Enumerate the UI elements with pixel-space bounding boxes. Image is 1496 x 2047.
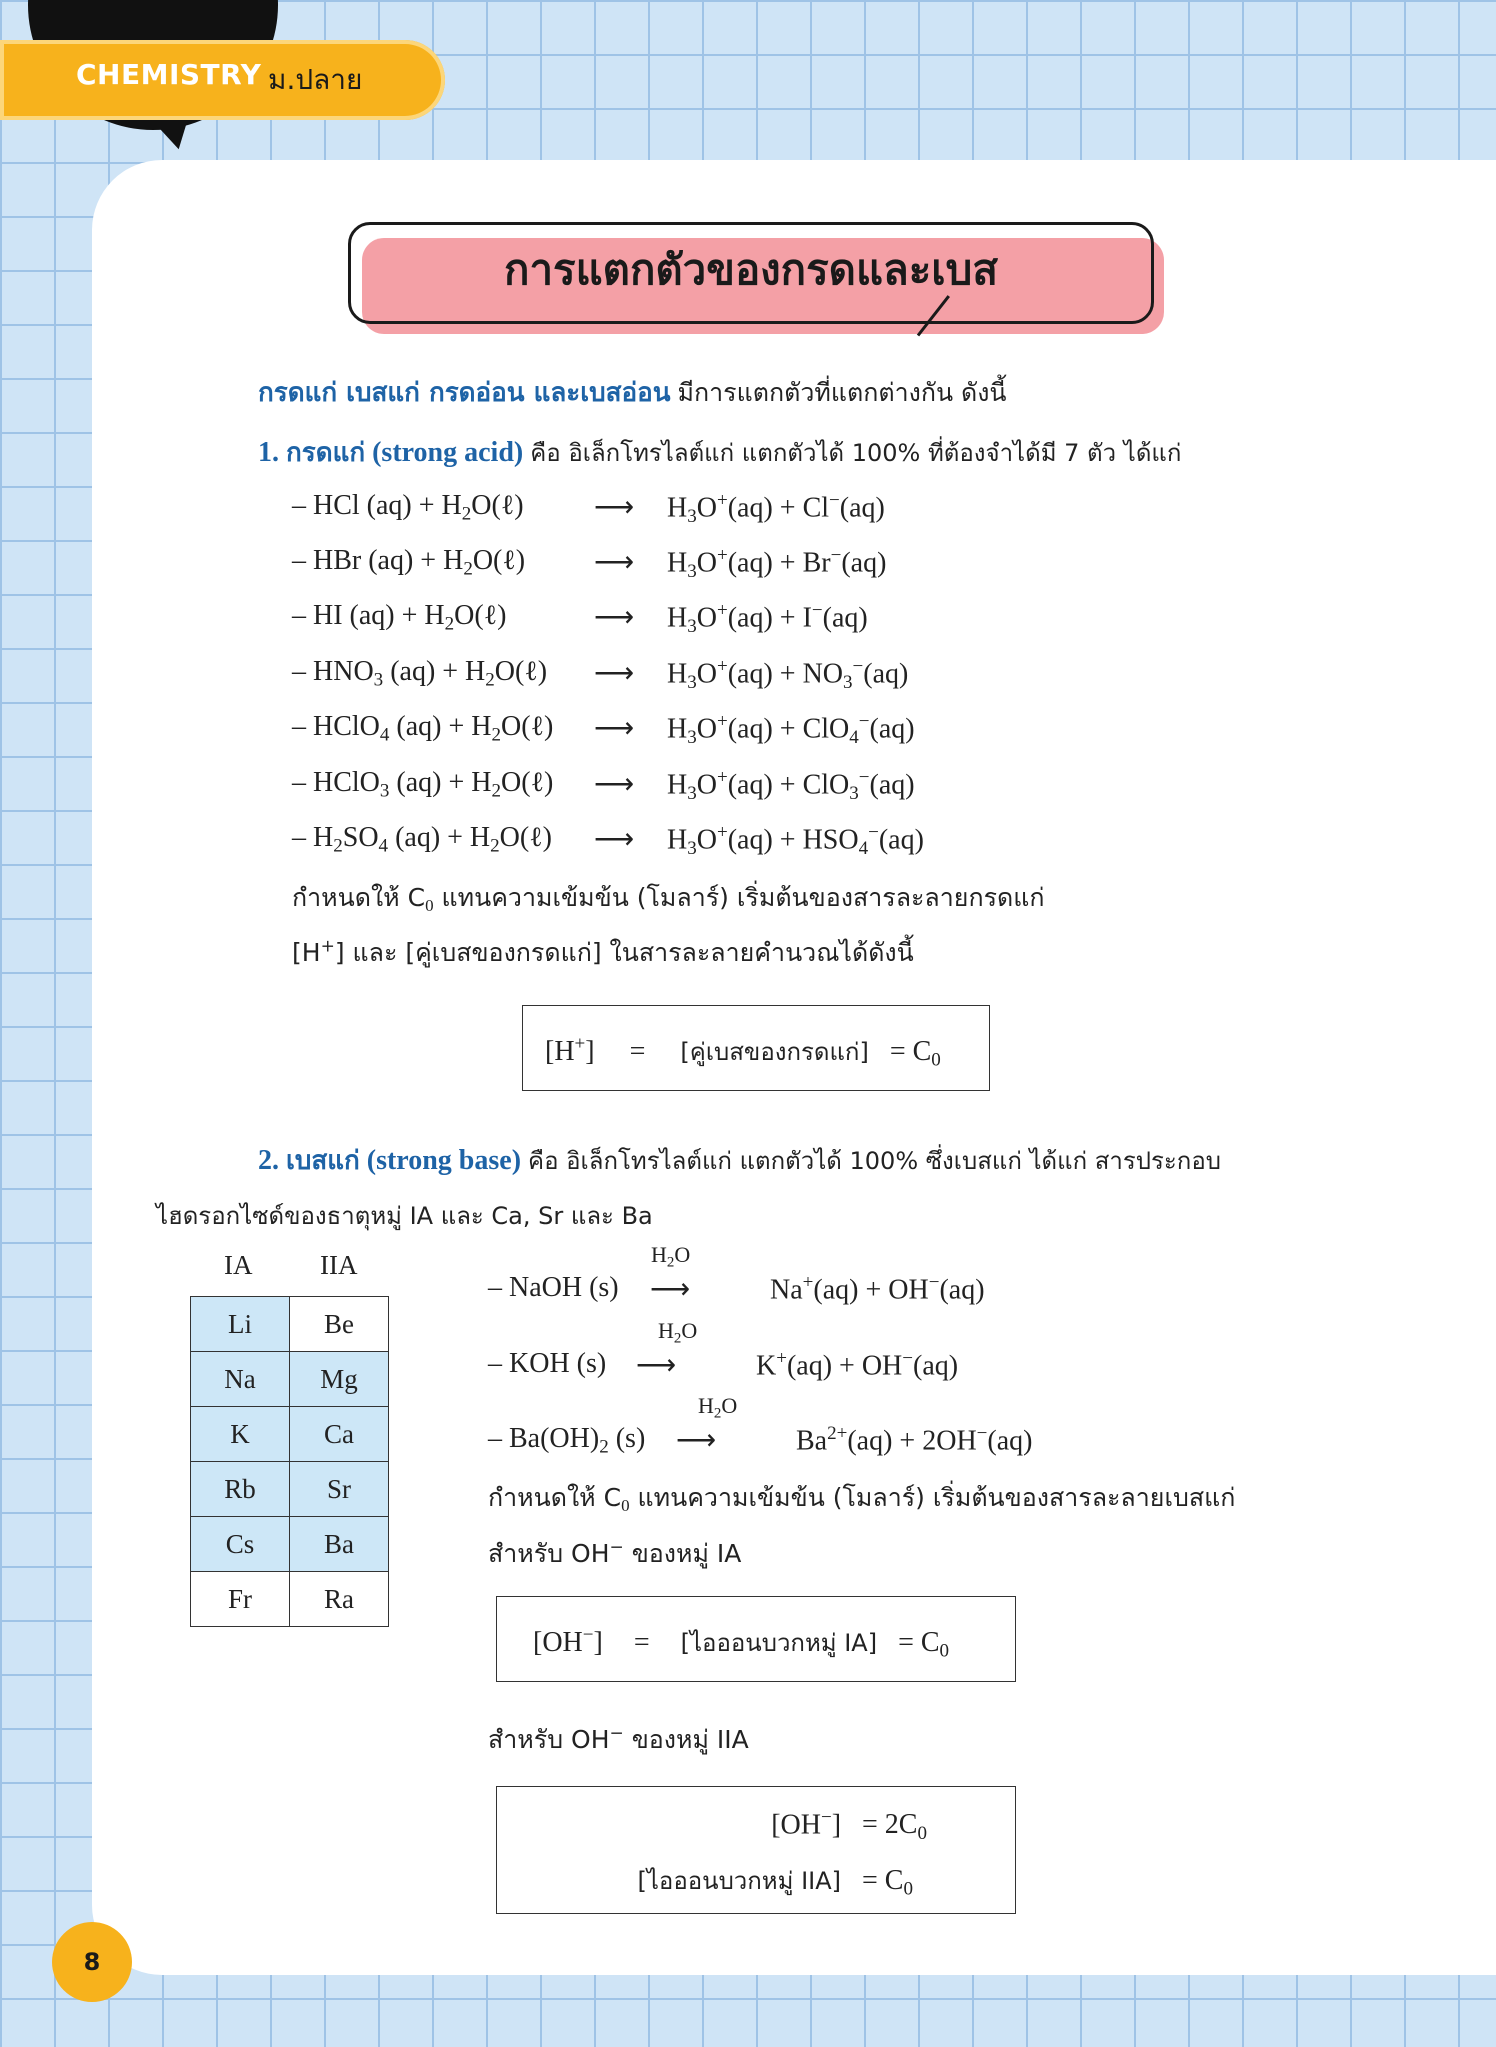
box-right: = 2C — [862, 1809, 918, 1841]
note-text: กำหนดให้ C — [488, 1483, 622, 1512]
box-left: [OH — [533, 1627, 583, 1658]
table-header-ia: IA — [224, 1250, 253, 1280]
strong-base-heading — [258, 1140, 1221, 1181]
table-cell: K — [191, 1407, 290, 1462]
for-ia-line: สำหรับ OH− ของหมู่ IA — [488, 1537, 742, 1568]
strong-base-english: (strong base) — [366, 1145, 522, 1176]
box-middle: [คู่เบสของกรดแก่] — [680, 1038, 869, 1066]
section-number: 1. — [258, 437, 279, 468]
table-cell: Be — [290, 1297, 389, 1352]
level-label: ม.ปลาย — [268, 63, 363, 96]
strong-acid-heading — [258, 432, 1181, 473]
strong-base-desc2: ไฮดรอกไซด์ของธาตุหมู่ IA และ Ca, Sr และ Ba — [156, 1202, 653, 1230]
note-text: กำหนดให้ C — [292, 883, 426, 912]
strong-base-note1: กำหนดให้ $C_0$ แทนความเข้มข้น (โมลาร์) เริ่มต้นของสารละลายเบสแก่ — [488, 1483, 1236, 1516]
table-cell: Ra — [290, 1572, 389, 1627]
acid-formula-box: [H+] = [คู่เบสของกรดแก่] = $C_0$ — [522, 1005, 990, 1091]
box-middle: [ไอออนบวกหมู่ IA] — [680, 1629, 878, 1657]
table-header-iia: IIA — [320, 1250, 358, 1280]
page-title: การแตกตัวของกรดและเบส — [504, 245, 998, 294]
for-iia-text: สำหรับ OH — [488, 1725, 610, 1754]
note2-start: [H — [292, 938, 321, 967]
base-iia-formula-box — [496, 1786, 1016, 1914]
strong-base-term: เบสแก่ — [286, 1146, 360, 1176]
box-left: [OH — [771, 1809, 821, 1841]
note-text-rest: แทนความเข้มข้น (โมลาร์) เริ่มต้นของสารละลายกรดแก่ — [433, 883, 1045, 912]
table-cell: Ca — [290, 1407, 389, 1462]
box-left: [H — [545, 1036, 575, 1067]
table-cell: Na — [191, 1352, 290, 1407]
subject-label: CHEMISTRY — [76, 58, 262, 91]
box-right: = C — [889, 1036, 932, 1067]
strong-acid-note1: กำหนดให้ $C_0$ แทนความเข้มข้น (โมลาร์) เริ่มต้นของสารละลายกรดแก่ — [292, 883, 1045, 916]
intro-line — [258, 372, 1007, 413]
box-eq: = — [633, 1627, 650, 1658]
group-table — [190, 1296, 389, 1627]
table-cell: Ba — [290, 1517, 389, 1572]
note-text-rest: แทนความเข้มข้น (โมลาร์) เริ่มต้นของสารละลายเบสแก่ — [629, 1483, 1236, 1512]
for-iia-line: สำหรับ OH− ของหมู่ IIA — [488, 1723, 749, 1754]
for-ia-rest: ของหมู่ IA — [623, 1539, 742, 1568]
box-right: = C — [898, 1627, 940, 1658]
table-cell: Sr — [290, 1462, 389, 1517]
table-cell: Cs — [191, 1517, 290, 1572]
box-eq: = — [629, 1036, 646, 1067]
box-iia-line1: $[OH^-] = 2C_0$ — [771, 1807, 927, 1845]
for-ia-text: สำหรับ OH — [488, 1539, 610, 1568]
table-cell: Li — [191, 1297, 290, 1352]
for-iia-rest: ของหมู่ IIA — [623, 1725, 749, 1754]
note2-rest: ] และ [คู่เบสของกรดแก่] ในสารละลายคำนวณได้ดังนี้ — [334, 938, 914, 967]
intro-bold: กรดแก่ เบสแก่ กรดอ่อน และเบสอ่อน — [258, 378, 671, 408]
intro-rest: มีการแตกตัวที่แตกต่างกัน ดังนี้ — [677, 378, 1007, 407]
strong-acid-english: (strong acid) — [372, 437, 524, 468]
strong-acid-note2: [H+] และ [คู่เบสของกรดแก่] ในสารละลายคำนวณได้ดังนี้ — [292, 936, 914, 967]
strong-base-desc: คือ อิเล็กโทรไลต์แก่ แตกตัวได้ 100% ซึ่งเบสแก่ ได้แก่ สารประกอบ — [528, 1147, 1221, 1175]
table-cell: Rb — [191, 1462, 290, 1517]
section-number: 2. — [258, 1145, 279, 1176]
box-right: = C — [862, 1865, 904, 1896]
box-left: [ไอออนบวกหมู่ IIA] — [637, 1867, 842, 1895]
base-ia-formula-box: [OH−] = [ไอออนบวกหมู่ $IA] = C_0$ — [496, 1596, 1016, 1682]
table-cell: Fr — [191, 1572, 290, 1627]
table-cell: Mg — [290, 1352, 389, 1407]
strong-acid-desc: คือ อิเล็กโทรไลต์แก่ แตกตัวได้ 100% ที่ต้องจำได้มี 7 ตัว ได้แก่ — [530, 439, 1182, 467]
box-iia-line2: [ไอออนบวกหมู่ $IIA] = C_0$ — [637, 1865, 913, 1900]
page-number: 8 — [52, 1922, 132, 2002]
strong-acid-term: กรดแก่ — [286, 438, 366, 468]
